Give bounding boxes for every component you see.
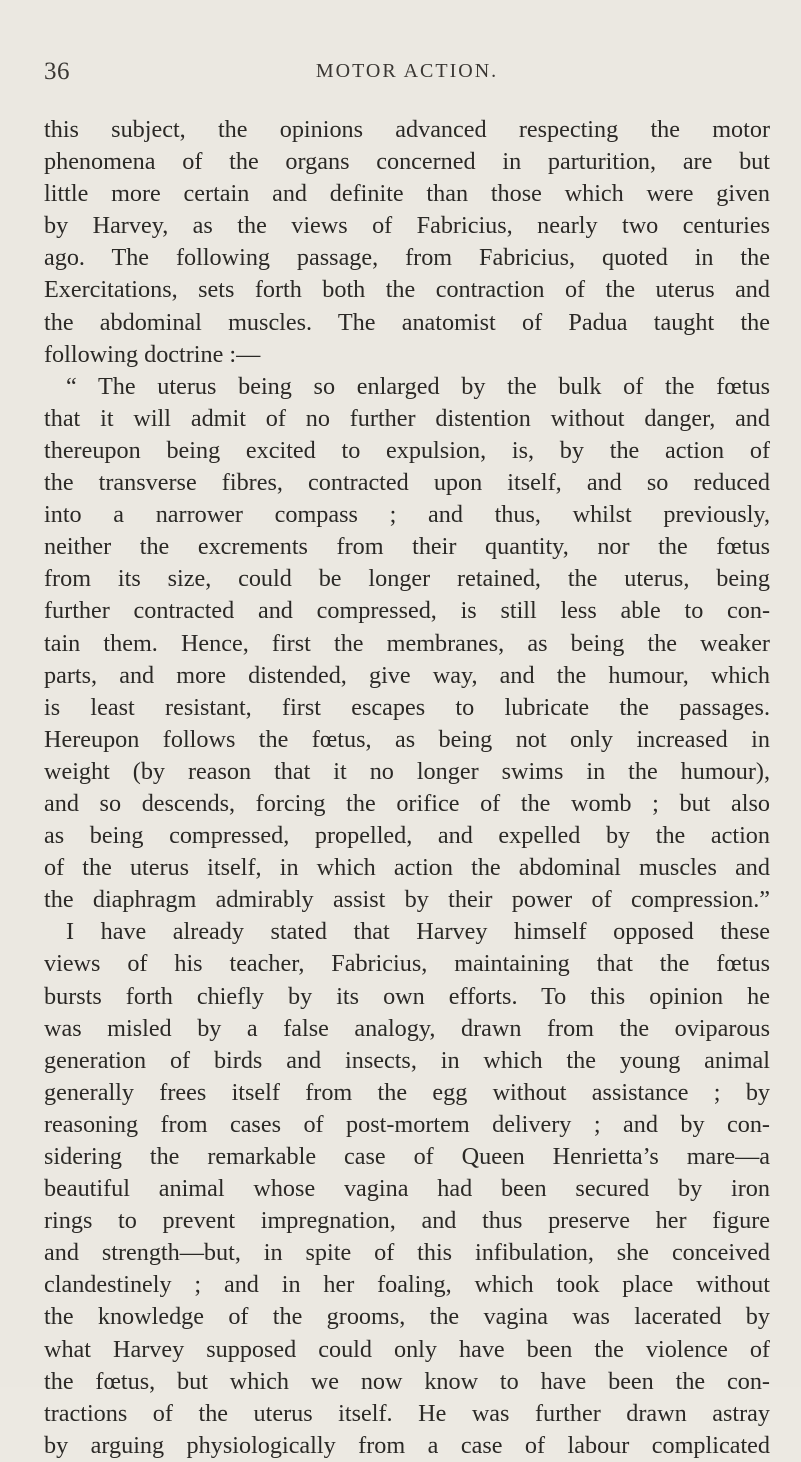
- text-line: Hereupon follows the fœtus, as being not only increased in: [44, 725, 770, 753]
- text-line: following doctrine :—: [44, 340, 261, 368]
- running-title: MOTOR ACTION.: [315, 60, 499, 82]
- text-line: this subject, the opinions advanced respecting the motor: [44, 116, 770, 143]
- body-text: [44, 114, 770, 1462]
- text-line: I have already stated that Harvey himself opposed these: [66, 918, 770, 946]
- text-line: into a narrower compass ; and thus, whilst previously,: [44, 501, 770, 529]
- text-line: generation of birds and insects, in which the young animal: [44, 1046, 770, 1074]
- text-line: phenomena of the organs concerned in parturition, are but: [44, 148, 770, 176]
- text-line: that it will admit of no further distention without danger, and: [44, 404, 770, 432]
- text-line: is least resistant, first escapes to lubricate the passages.: [44, 693, 770, 721]
- text-line: what Harvey supposed could only have been the violence of: [44, 1335, 770, 1363]
- text-line: rings to prevent impregnation, and thus preserve her figure: [44, 1207, 770, 1235]
- text-line: Exercitations, sets forth both the contraction of the uterus and: [44, 276, 770, 304]
- text-line: further contracted and compressed, is still less able to con-: [44, 597, 770, 625]
- text-line: as being compressed, propelled, and expelled by the action: [44, 822, 770, 850]
- text-line: of the uterus itself, in which action the abdominal muscles and: [44, 854, 770, 882]
- text-line: little more certain and definite than those which were given: [44, 180, 770, 208]
- text-line: thereupon being excited to expulsion, is, by the action of: [44, 436, 770, 464]
- text-line: the fœtus, but which we now know to have been the con-: [44, 1367, 770, 1395]
- text-line: parts, and more distended, give way, and the humour, which: [44, 661, 770, 689]
- text-line: by arguing physiologically from a case of labour complicated: [44, 1431, 770, 1459]
- text-line: was misled by a false analogy, drawn from the oviparous: [44, 1014, 770, 1042]
- text-line: the abdominal muscles. The anatomist of Padua taught the: [44, 308, 770, 336]
- text-line: neither the excrements from their quantity, nor the fœtus: [44, 533, 770, 561]
- page-number: 36: [44, 58, 70, 85]
- running-head: [44, 58, 770, 88]
- text-line: the knowledge of the grooms, the vagina was lacerated by: [44, 1303, 770, 1331]
- text-line: weight (by reason that it no longer swims in the humour),: [44, 757, 770, 785]
- text-line: from its size, could be longer retained, the uterus, being: [44, 565, 770, 593]
- text-line: generally frees itself from the egg without assistance ; by: [44, 1078, 770, 1106]
- text-line: tractions of the uterus itself. He was further drawn astray: [44, 1399, 770, 1427]
- text-line: ago. The following passage, from Fabricius, quoted in the: [44, 244, 770, 272]
- text-line: clandestinely ; and in her foaling, which took place without: [44, 1271, 770, 1299]
- text-line: “ The uterus being so enlarged by the bulk of the fœtus: [66, 372, 770, 400]
- text-line: sidering the remarkable case of Queen Henrietta’s mare—a: [44, 1143, 770, 1170]
- text-line: tain them. Hence, first the membranes, as being the weaker: [44, 629, 770, 657]
- text-line: and so descends, forcing the orifice of the womb ; but also: [44, 789, 770, 817]
- text-line: by Harvey, as the views of Fabricius, nearly two centuries: [44, 212, 770, 240]
- text-line: views of his teacher, Fabricius, maintaining that the fœtus: [44, 950, 770, 978]
- text-line: the transverse fibres, contracted upon itself, and so reduced: [44, 469, 770, 497]
- text-line: reasoning from cases of post-mortem delivery ; and by con-: [44, 1110, 770, 1138]
- text-line: beautiful animal whose vagina had been secured by iron: [44, 1175, 770, 1203]
- text-line: the diaphragm admirably assist by their power of compression.”: [44, 886, 770, 914]
- text-line: bursts forth chiefly by its own efforts. To this opinion he: [44, 982, 770, 1010]
- text-line: and strength—but, in spite of this infibulation, she conceived: [44, 1239, 770, 1267]
